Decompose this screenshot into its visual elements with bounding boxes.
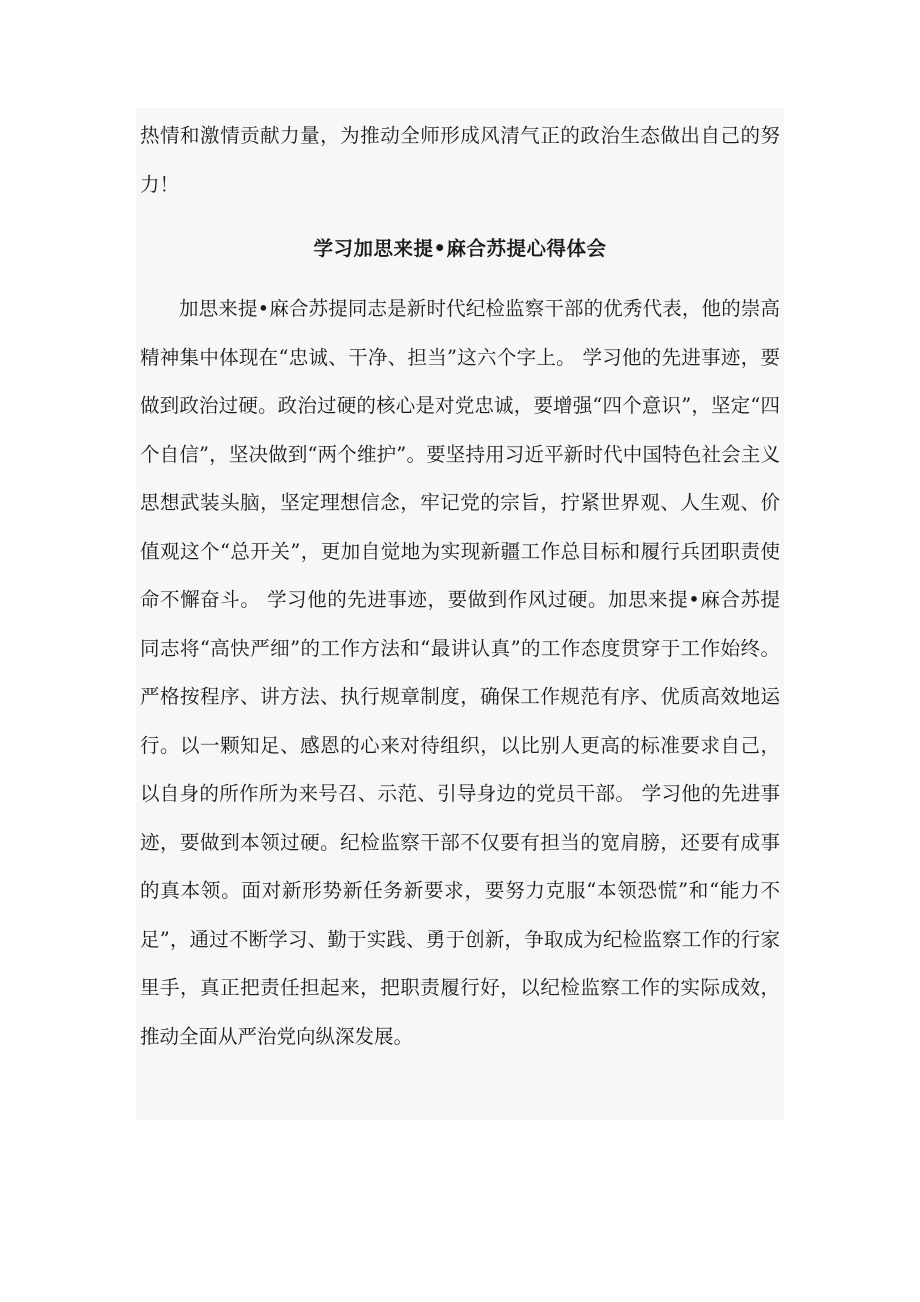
continued-paragraph: 热情和激情贡献力量，为推动全师形成风清气正的政治生态做出自己的努力！ [140, 124, 780, 196]
document-text-area [140, 112, 780, 1061]
body-paragraph: 加思来提•麻合苏提同志是新时代纪检监察干部的优秀代表，他的崇高精神集中体现在“忠诚、干净、担当”这六个字上。 学习他的先进事迹，要做到政治过硬。政治过硬的核心是对党忠诚，要增强“四个意识”，坚定“四个自信”，坚决做到“两个维护”。要坚持用习近平新时代中国特色社会主义思想武装头脑，坚定理想信念，牢记党的宗旨，拧紧世界观、人生观、价值观这个“总开关”，更加自觉地为实现新疆工作总目标和履行兵团职责使命不懈奋斗。 学习他的先进事迹，要做到作风过硬。加思来提•麻合苏提同志将“高快严细”的工作方法和“最讲认真”的工作态度贯穿于工作始终。严格按程序、讲方法、执行规章制度，确保工作规范有序、优质高效地运行。以一颗知足、感恩的心来对待组织，以比别人更高的标准要求自己，以自身的所作所为来号召、示范、引导身边的党员干部。 学习他的先进事迹，要做到本领过硬。纪检监察干部不仅要有担当的宽肩膀，还要有成事的真本领。面对新形势新任务新要求，要努力克服“本领恐慌”和“能力不足”，通过不断学习、勤于实践、勇于创新，争取成为纪检监察工作的行家里手，真正把责任担起来，把职责履行好，以纪检监察工作的实际成效，推动全面从严治党向纵深发展。 [140, 297, 780, 1048]
section-heading: 学习加思来提•麻合苏提心得体会 [313, 237, 607, 260]
